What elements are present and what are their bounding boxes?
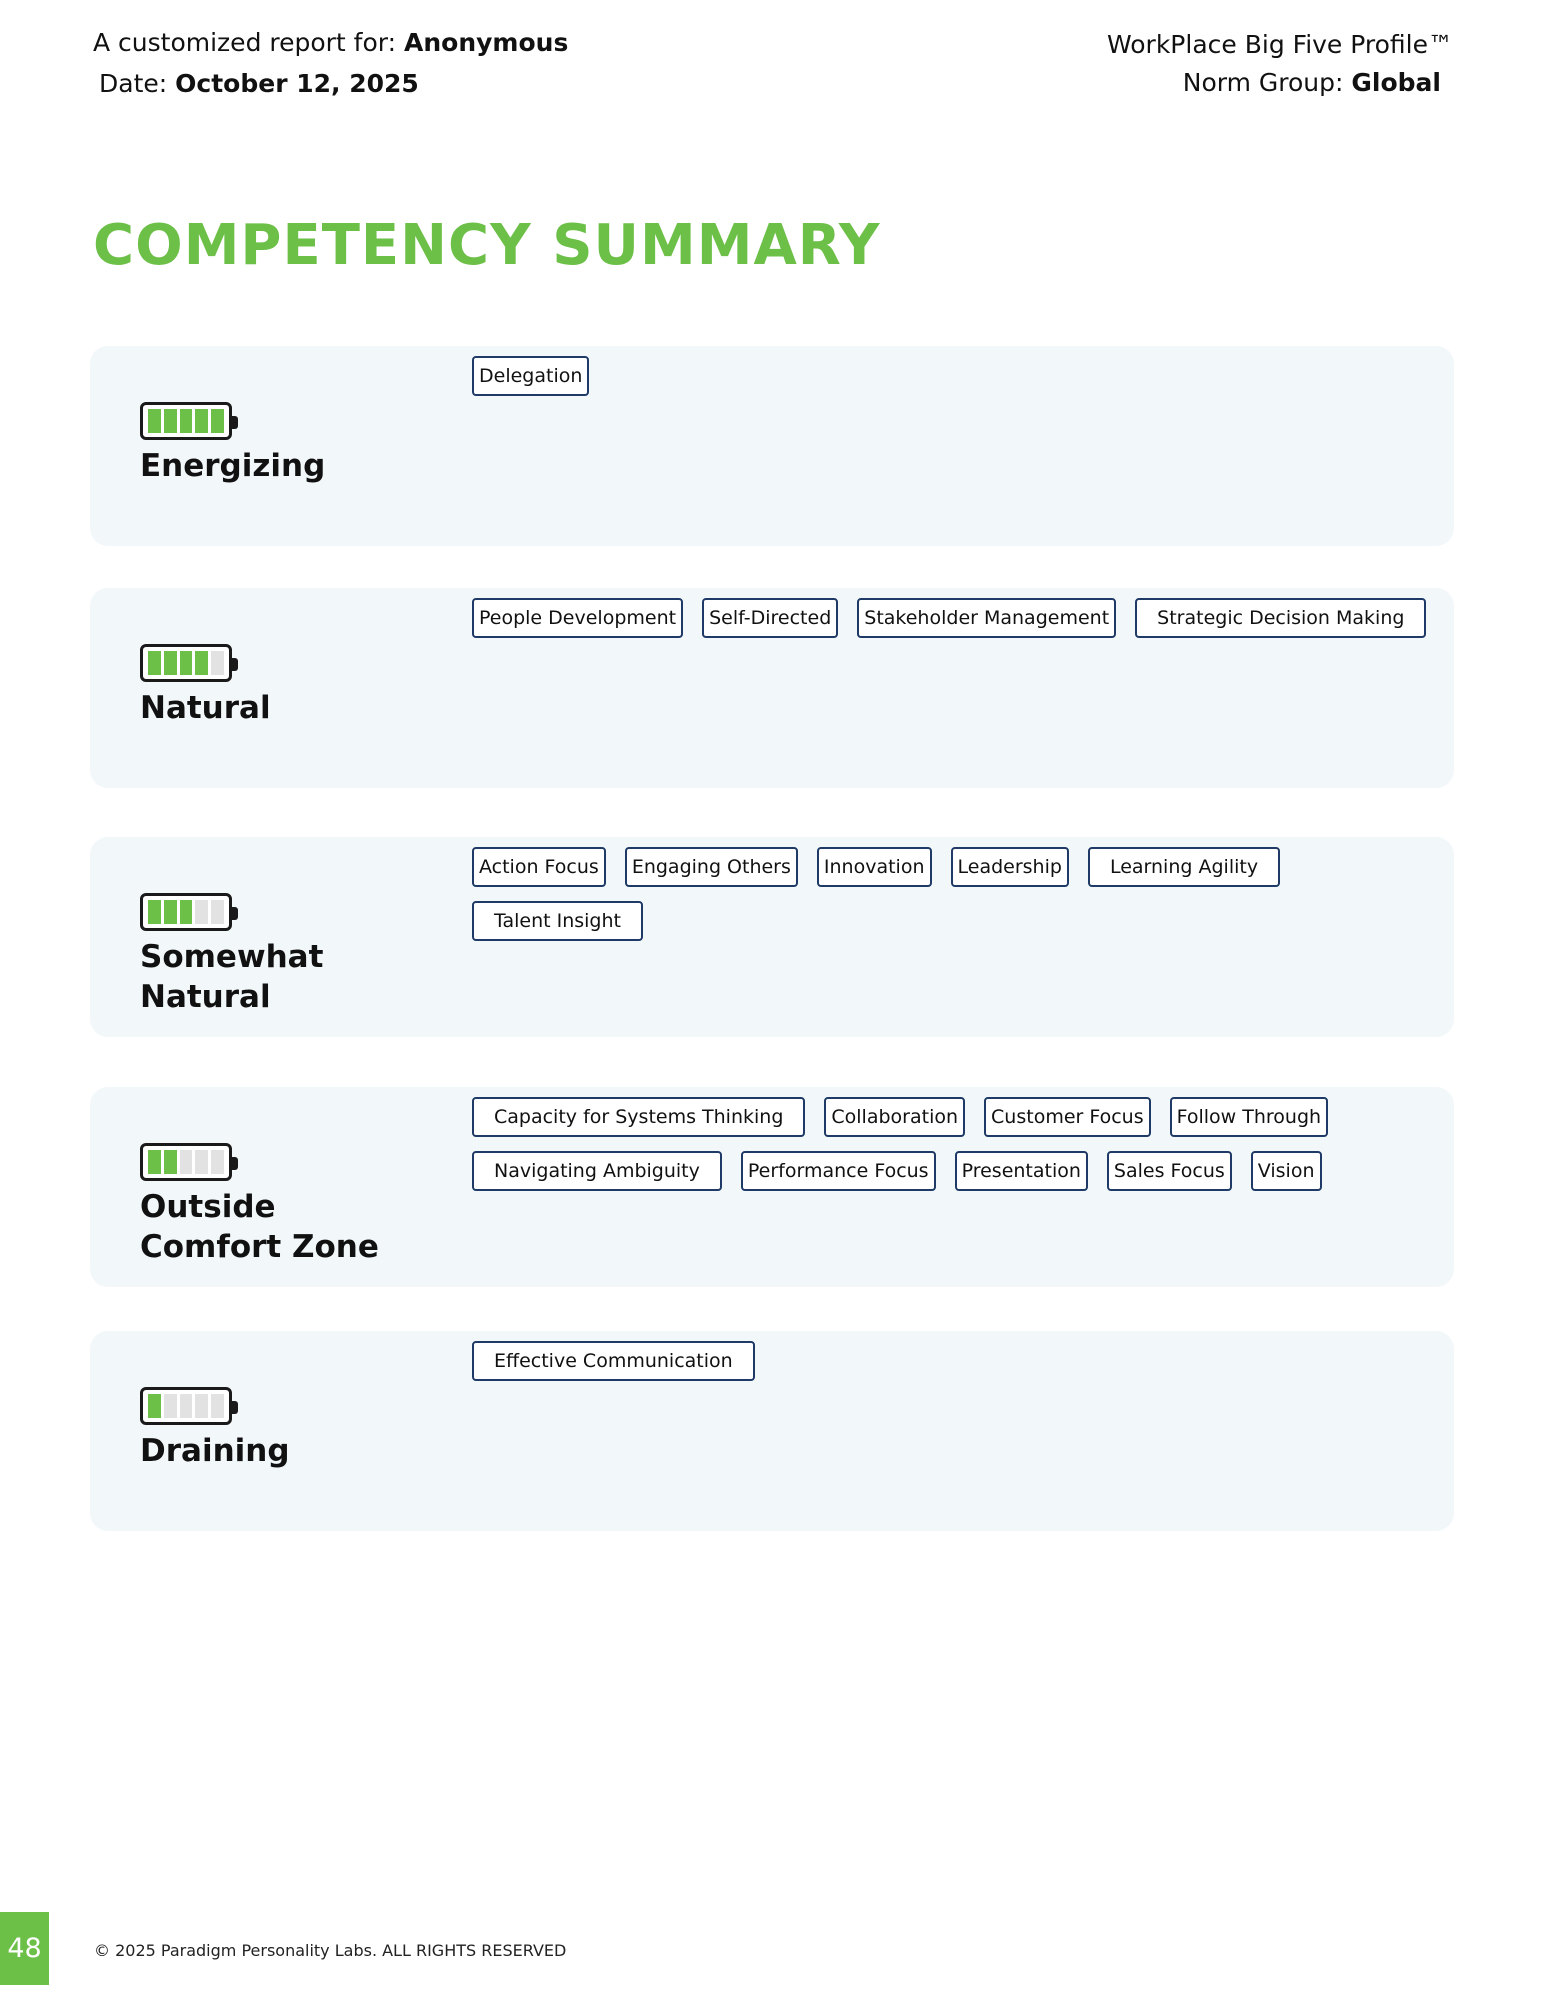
- battery-cell: [195, 1150, 208, 1174]
- battery-icon: [140, 1387, 232, 1425]
- competency-chip: Sales Focus: [1107, 1151, 1232, 1191]
- level-label: Natural: [140, 690, 271, 726]
- battery-cell: [211, 900, 224, 924]
- battery-cell: [211, 1394, 224, 1418]
- battery-cell: [180, 900, 193, 924]
- competency-chip: Presentation: [955, 1151, 1088, 1191]
- battery-cell: [211, 409, 224, 433]
- battery-cell: [195, 409, 208, 433]
- battery-cell: [195, 1394, 208, 1418]
- battery-cell: [195, 651, 208, 675]
- battery-icon: [140, 402, 232, 440]
- product-name: WorkPlace Big Five Profile™: [1107, 30, 1453, 59]
- battery-cell: [148, 1150, 161, 1174]
- battery-cell: [164, 1394, 177, 1418]
- battery-icon: [140, 1143, 232, 1181]
- level-panel-somewhat-natural: [90, 837, 1454, 1037]
- competency-chip: People Development: [472, 598, 683, 638]
- competency-chips: [472, 356, 1432, 396]
- level-label: Somewhat Natural: [140, 939, 324, 1015]
- report-meta: [93, 22, 568, 104]
- competency-chip: Capacity for Systems Thinking: [472, 1097, 805, 1137]
- competency-chip: Collaboration: [824, 1097, 965, 1137]
- competency-chip: Customer Focus: [984, 1097, 1151, 1137]
- date-label: Date:: [99, 69, 168, 98]
- battery-cell: [180, 409, 193, 433]
- norm-group-line: [1107, 64, 1453, 102]
- competency-chips: [472, 1097, 1432, 1191]
- page-title: COMPETENCY SUMMARY: [93, 213, 881, 278]
- date-value: October 12, 2025: [175, 69, 419, 98]
- battery-cell: [164, 1150, 177, 1174]
- date-line: [93, 63, 568, 104]
- battery-cell: [148, 651, 161, 675]
- norm-group-value: Global: [1351, 68, 1441, 97]
- competency-chip: Stakeholder Management: [857, 598, 1116, 638]
- battery-cell: [180, 1394, 193, 1418]
- battery-cell: [164, 409, 177, 433]
- battery-cell: [148, 409, 161, 433]
- battery-cell: [211, 1150, 224, 1174]
- battery-icon: [140, 644, 232, 682]
- copyright-footer: © 2025 Paradigm Personality Labs. ALL RIGHTS RESERVED: [94, 1941, 567, 1960]
- level-panel-natural: [90, 588, 1454, 788]
- level-panel-draining: [90, 1331, 1454, 1531]
- report-for-label: A customized report for:: [93, 28, 397, 57]
- level-label: Outside Comfort Zone: [140, 1189, 379, 1265]
- report-for-value: Anonymous: [404, 28, 569, 57]
- level-panel-energizing: [90, 346, 1454, 546]
- battery-cell: [164, 651, 177, 675]
- competency-chip: Performance Focus: [741, 1151, 936, 1191]
- product-meta: [1107, 26, 1453, 102]
- competency-chip: Engaging Others: [625, 847, 798, 887]
- battery-icon: [140, 893, 232, 931]
- competency-chip: Innovation: [817, 847, 932, 887]
- competency-chips: [472, 847, 1432, 941]
- battery-cell: [180, 1150, 193, 1174]
- battery-cell: [164, 900, 177, 924]
- level-label: Energizing: [140, 448, 326, 484]
- competency-chip: Strategic Decision Making: [1135, 598, 1426, 638]
- competency-chip: Leadership: [951, 847, 1069, 887]
- competency-chip: Follow Through: [1170, 1097, 1328, 1137]
- battery-cell: [195, 900, 208, 924]
- competency-chip: Self-Directed: [702, 598, 838, 638]
- competency-chip: Talent Insight: [472, 901, 643, 941]
- competency-chips: [472, 1341, 1432, 1381]
- level-panel-outside-comfort-zone: [90, 1087, 1454, 1287]
- norm-group-label: Norm Group:: [1182, 68, 1344, 97]
- battery-cell: [211, 651, 224, 675]
- battery-cell: [148, 1394, 161, 1418]
- report-for-line: [93, 22, 568, 63]
- battery-cell: [180, 651, 193, 675]
- competency-chip: Action Focus: [472, 847, 606, 887]
- competency-chip: Vision: [1251, 1151, 1322, 1191]
- battery-cell: [148, 900, 161, 924]
- competency-chip: Delegation: [472, 356, 589, 396]
- competency-chips: [472, 598, 1432, 638]
- competency-chip: Navigating Ambiguity: [472, 1151, 722, 1191]
- competency-chip: Effective Communication: [472, 1341, 755, 1381]
- page-number: 48: [0, 1912, 49, 1985]
- level-label: Draining: [140, 1433, 290, 1469]
- competency-chip: Learning Agility: [1088, 847, 1280, 887]
